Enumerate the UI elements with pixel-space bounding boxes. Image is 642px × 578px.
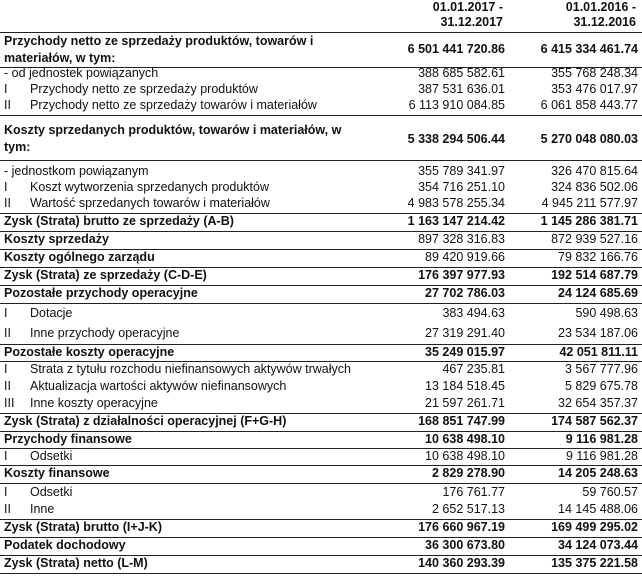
value-2017: 387 531 636.01 xyxy=(418,82,505,96)
row-label: Aktualizacja wartości aktywów niefinansowych xyxy=(30,379,287,393)
table-row xyxy=(0,362,642,378)
value-2016: 32 654 357.37 xyxy=(558,396,638,410)
value-2016: 1 145 286 381.71 xyxy=(540,214,638,228)
value-2017: 383 494.63 xyxy=(442,306,505,320)
value-2017: 5 338 294 506.44 xyxy=(407,132,505,146)
value-2016: 174 587 562.37 xyxy=(551,414,638,428)
value-2017: 6 501 441 720.86 xyxy=(407,42,505,56)
row-number: I xyxy=(4,180,8,194)
table-row xyxy=(0,232,642,250)
row-number: II xyxy=(4,196,11,210)
row-number: I xyxy=(4,485,8,499)
value-2016: 14 145 488.06 xyxy=(558,502,638,516)
column-header-2017-start: 01.01.2017 - xyxy=(432,0,503,14)
table-row xyxy=(0,268,642,286)
row-label: Zysk (Strata) brutto ze sprzedaży (A-B) xyxy=(4,214,234,228)
row-label: Strata z tytułu rozchodu niefinansowych aktywów trwałych xyxy=(30,362,351,376)
row-number: I xyxy=(4,362,8,376)
row-number: II xyxy=(4,98,11,112)
value-2016: 6 061 858 443.77 xyxy=(540,98,638,112)
value-2016: 9 116 981.28 xyxy=(565,449,638,463)
row-number: II xyxy=(4,502,11,516)
value-2016: 324 836 502.06 xyxy=(551,180,638,194)
value-2016: 135 375 221.58 xyxy=(551,556,638,570)
value-2017: 27 319 291.40 xyxy=(425,326,505,340)
table-row xyxy=(0,286,642,304)
value-2017: 176 761.77 xyxy=(442,485,505,499)
value-2016: 5 270 048 080.03 xyxy=(540,132,638,146)
row-label: Przychody netto ze sprzedaży towarów i materiałów xyxy=(30,98,317,112)
value-2016: 34 124 073.44 xyxy=(558,538,638,552)
value-2017: 168 851 747.99 xyxy=(418,414,505,428)
table-row xyxy=(0,250,642,268)
row-label: Inne przychody operacyjne xyxy=(30,326,180,340)
table-row xyxy=(0,214,642,232)
value-2016: 4 945 211 577.97 xyxy=(541,196,638,210)
table-row xyxy=(0,466,642,484)
table-row xyxy=(0,432,642,449)
value-2016: 5 829 675.78 xyxy=(565,379,638,393)
value-2017: 6 113 910 084.85 xyxy=(408,98,505,112)
value-2016: 355 768 248.34 xyxy=(551,66,638,80)
value-2016: 14 205 248.63 xyxy=(558,466,638,480)
value-2016: 79 832 166.76 xyxy=(558,250,638,264)
row-label: Przychody netto ze sprzedaży produktów, towarów i materiałów, w tym: xyxy=(4,34,314,65)
row-label: Przychody netto ze sprzedaży produktów xyxy=(30,82,258,96)
row-number: II xyxy=(4,379,11,393)
table-row xyxy=(0,396,642,414)
column-header-2017-end: 31.12.2017 xyxy=(440,15,503,29)
table-row xyxy=(0,66,642,82)
value-2017: 1 163 147 214.42 xyxy=(407,214,505,228)
value-2016: 59 760.57 xyxy=(582,485,638,499)
row-label: Zysk (Strata) netto (L-M) xyxy=(4,556,148,570)
row-label: Koszty sprzedaży xyxy=(4,232,109,246)
table-row xyxy=(0,32,642,68)
column-header-2016-start: 01.01.2016 - xyxy=(565,0,636,14)
value-2017: 140 360 293.39 xyxy=(418,556,505,570)
row-label: Przychody finansowe xyxy=(4,432,132,446)
row-label: Podatek dochodowy xyxy=(4,538,126,552)
value-2017: 10 638 498.10 xyxy=(425,449,505,463)
value-2017: 10 638 498.10 xyxy=(425,432,505,446)
row-label: Pozostałe koszty operacyjne xyxy=(4,345,175,359)
value-2017: 35 249 015.97 xyxy=(425,345,505,359)
value-2016: 169 499 295.02 xyxy=(551,520,638,534)
table-row xyxy=(0,520,642,538)
row-number: III xyxy=(4,396,15,410)
table-row xyxy=(0,379,642,395)
row-label: Wartość sprzedanych towarów i materiałów xyxy=(30,196,270,210)
value-2017: 388 685 582.61 xyxy=(418,66,505,80)
row-number: I xyxy=(4,306,8,320)
value-2016: 192 514 687.79 xyxy=(551,268,638,282)
value-2016: 9 116 981.28 xyxy=(565,432,638,446)
table-row xyxy=(0,164,642,180)
table-row xyxy=(0,122,642,161)
value-2017: 89 420 919.66 xyxy=(425,250,505,264)
value-2017: 13 184 518.45 xyxy=(425,379,505,393)
value-2017: 36 300 673.80 xyxy=(425,538,505,552)
value-2016: 353 476 017.97 xyxy=(551,82,638,96)
value-2017: 355 789 341.97 xyxy=(418,164,505,178)
value-2017: 354 716 251.10 xyxy=(418,180,505,194)
table-row xyxy=(0,82,642,98)
value-2017: 2 829 278.90 xyxy=(432,466,505,480)
value-2017: 176 660 967.19 xyxy=(418,520,505,534)
column-header-2016 xyxy=(530,0,636,30)
row-label: - jednostkom powiązanym xyxy=(4,164,149,178)
value-2017: 27 702 786.03 xyxy=(425,286,505,300)
value-2016: 42 051 811.11 xyxy=(559,345,638,359)
row-label: Koszt wytworzenia sprzedanych produktów xyxy=(30,180,270,194)
value-2017: 21 597 261.71 xyxy=(425,396,505,410)
row-number: I xyxy=(4,449,8,463)
row-label: Koszty finansowe xyxy=(4,466,110,480)
value-2017: 4 983 578 255.34 xyxy=(407,196,505,210)
table-row xyxy=(0,538,642,556)
row-number: I xyxy=(4,82,8,96)
value-2017: 467 235.81 xyxy=(442,362,505,376)
table-row xyxy=(0,449,642,466)
table-row xyxy=(0,196,642,214)
table-row xyxy=(0,485,642,501)
row-number: II xyxy=(4,326,11,340)
row-label: - od jednostek powiązanych xyxy=(4,66,159,80)
row-label: Zysk (Strata) ze sprzedaży (C-D-E) xyxy=(4,268,207,282)
value-2016: 23 534 187.06 xyxy=(558,326,638,340)
table-row xyxy=(0,556,642,574)
row-label: Inne koszty operacyjne xyxy=(30,396,158,410)
row-label: Odsetki xyxy=(30,449,73,463)
value-2016: 590 498.63 xyxy=(575,306,638,320)
row-label: Koszty ogólnego zarządu xyxy=(4,250,155,264)
value-2016: 24 124 685.69 xyxy=(558,286,638,300)
value-2016: 872 939 527.16 xyxy=(551,232,638,246)
table-row xyxy=(0,98,642,116)
row-label: Pozostałe przychody operacyjne xyxy=(4,286,198,300)
row-label: Zysk (Strata) z działalności operacyjnej (F+G-H) xyxy=(4,414,287,428)
row-label: Koszty sprzedanych produktów, towarów i materiałów, w tym: xyxy=(4,123,342,154)
value-2017: 2 652 517.13 xyxy=(432,502,505,516)
table-row xyxy=(0,306,642,323)
row-label: Inne xyxy=(30,502,55,516)
value-2017: 897 328 316.83 xyxy=(418,232,505,246)
table-row xyxy=(0,502,642,520)
row-label: Zysk (Strata) brutto (I+J-K) xyxy=(4,520,163,534)
column-header-2017 xyxy=(400,0,503,30)
table-row xyxy=(0,414,642,432)
table-row xyxy=(0,345,642,362)
row-label: Dotacje xyxy=(30,306,73,320)
value-2016: 326 470 815.64 xyxy=(551,164,638,178)
row-label: Odsetki xyxy=(30,485,73,499)
column-header-2016-end: 31.12.2016 xyxy=(573,15,636,29)
table-row xyxy=(0,326,642,345)
value-2016: 6 415 334 461.74 xyxy=(540,42,638,56)
value-2016: 3 567 777.96 xyxy=(565,362,638,376)
table-row xyxy=(0,180,642,196)
value-2017: 176 397 977.93 xyxy=(418,268,505,282)
